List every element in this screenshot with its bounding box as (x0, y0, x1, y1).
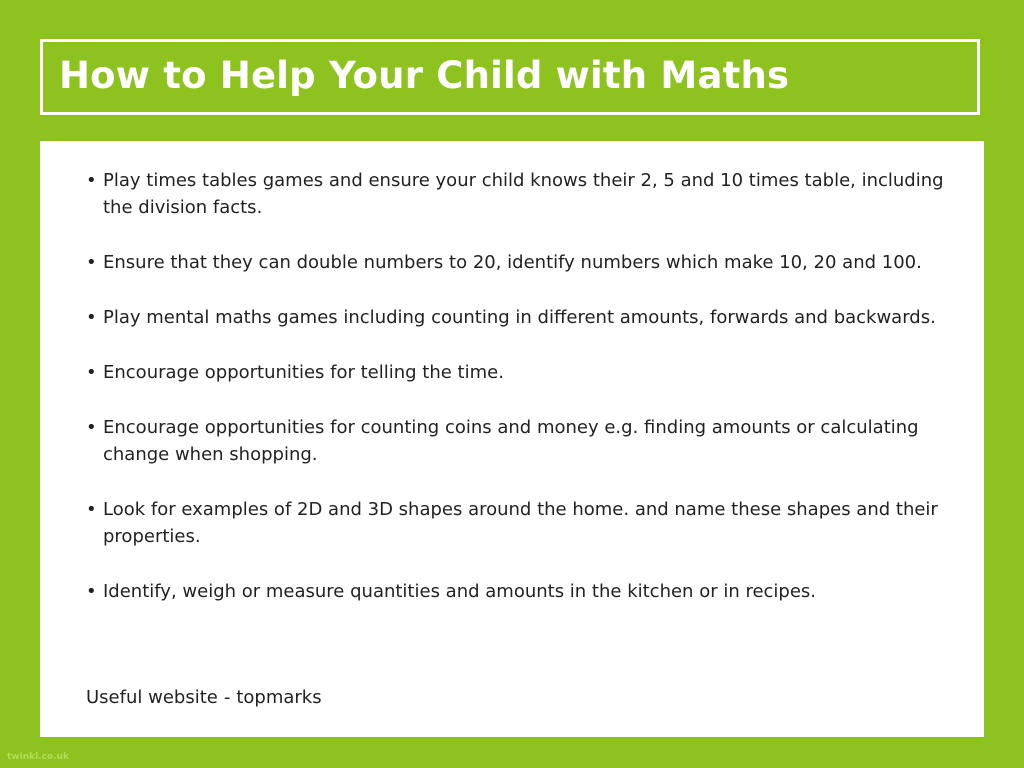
page-title: How to Help Your Child with Maths (59, 54, 790, 97)
bullet-icon: • (86, 581, 97, 602)
useful-website (86, 684, 322, 711)
list-item-text: Identify, weigh or measure quantities and amounts in the kitchen or in recipes. (103, 581, 817, 602)
list-item (86, 496, 966, 550)
list-item-text: Play times tables games and ensure your child knows their 2, 5 and 10 times table, including the division facts. (103, 170, 944, 218)
title-box (40, 39, 980, 115)
useful-website-link[interactable]: topmarks (236, 687, 322, 708)
content-panel (40, 141, 984, 737)
list-item-text: Encourage opportunities for telling the time. (103, 362, 504, 383)
list-item-text: Encourage opportunities for counting coins and money e.g. finding amounts or calculating change when shopping. (103, 417, 919, 465)
list-item-text: Look for examples of 2D and 3D shapes around the home. and name these shapes and their properties. (103, 499, 938, 547)
list-item (86, 414, 966, 468)
watermark: twinkl.co.uk (7, 752, 69, 762)
bullet-icon: • (86, 170, 97, 191)
bullet-icon: • (86, 307, 97, 328)
useful-website-label: Useful website (86, 687, 218, 708)
bullet-icon: • (86, 362, 97, 383)
tips-list (86, 167, 966, 633)
bullet-icon: • (86, 252, 97, 273)
bullet-icon: • (86, 417, 97, 438)
list-item (86, 167, 966, 221)
list-item (86, 578, 966, 605)
list-item (86, 304, 966, 331)
list-item-text: Ensure that they can double numbers to 20, identify numbers which make 10, 20 and 100. (103, 252, 922, 273)
list-item (86, 249, 966, 276)
useful-website-separator: - (223, 687, 231, 708)
list-item (86, 359, 966, 386)
bullet-icon: • (86, 499, 97, 520)
list-item-text: Play mental maths games including counting in different amounts, forwards and backwards. (103, 307, 936, 328)
